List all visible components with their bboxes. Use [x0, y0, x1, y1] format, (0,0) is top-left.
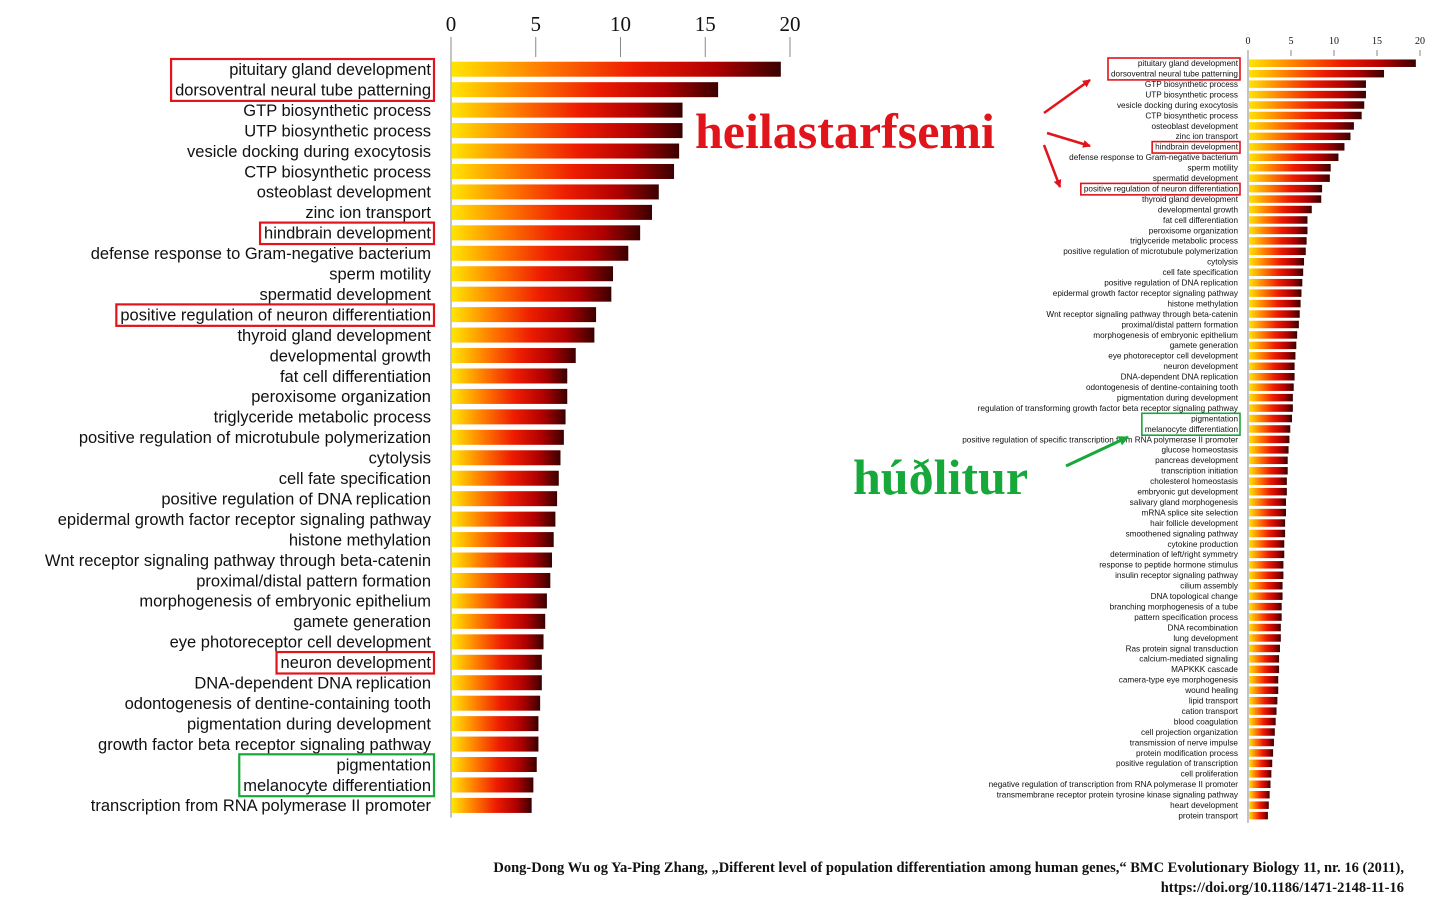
category-label: protein transport — [1178, 811, 1238, 821]
right-bar-chart — [962, 36, 1425, 823]
bar — [1249, 268, 1303, 276]
category-label: transcription from RNA polymerase II promoter — [90, 797, 431, 816]
bar — [452, 655, 542, 670]
bar — [1249, 791, 1270, 799]
category-label: mRNA splice site selection — [1141, 508, 1238, 518]
bar — [1249, 383, 1294, 391]
category-label: DNA-dependent DNA replication — [194, 674, 431, 693]
bar — [452, 368, 567, 383]
bar — [1249, 509, 1286, 517]
category-label: smoothened signaling pathway — [1125, 529, 1238, 539]
category-label: cytolysis — [1207, 257, 1238, 267]
bar — [452, 573, 550, 588]
bar — [1249, 363, 1295, 371]
bar — [452, 634, 544, 649]
bar — [1249, 404, 1293, 412]
bar — [1249, 122, 1354, 130]
bar — [452, 450, 560, 465]
bar — [1249, 572, 1283, 580]
category-label: transcription initiation — [1161, 466, 1238, 476]
category-label: thyroid gland development — [237, 326, 431, 345]
bar — [1249, 739, 1274, 747]
category-label: positive regulation of microtubule polymerization — [78, 429, 431, 448]
bar — [452, 246, 628, 261]
category-label: morphogenesis of embryonic epithelium — [1093, 330, 1238, 340]
category-label: proximal/distal pattern formation — [1121, 320, 1238, 330]
category-label: histone methylation — [1167, 299, 1238, 309]
category-label: zinc ion transport — [1175, 132, 1238, 142]
category-label: odontogenesis of dentine-containing tooth — [1085, 383, 1238, 393]
category-label: defense response to Gram-negative bacterium — [1069, 153, 1238, 163]
bar — [1249, 394, 1293, 402]
category-label: triglyceride metabolic process — [1130, 236, 1238, 246]
category-label: dorsoventral neural tube patterning — [1111, 69, 1238, 79]
category-label: GTP biosynthetic process — [243, 101, 431, 120]
category-label: blood coagulation — [1173, 717, 1238, 727]
category-label: cation transport — [1181, 706, 1238, 716]
bar — [1249, 561, 1283, 569]
bar — [452, 491, 557, 506]
category-label: wound healing — [1185, 686, 1238, 696]
category-label: pituitary gland development — [1137, 59, 1238, 69]
category-label: positive regulation of transcription — [1116, 759, 1238, 769]
bar — [1249, 477, 1287, 485]
category-label: positive regulation of DNA replication — [1104, 278, 1238, 288]
bar — [452, 553, 552, 568]
bar — [1249, 812, 1268, 820]
bar — [1249, 624, 1281, 632]
bar — [1249, 582, 1283, 590]
skin-callout-label: húðlitur — [853, 449, 1029, 505]
bar — [1249, 655, 1279, 663]
bar — [1249, 697, 1277, 705]
bar — [1249, 91, 1366, 99]
bar — [1249, 781, 1271, 789]
bar — [1249, 258, 1304, 266]
bar — [452, 471, 559, 486]
x-tick-label: 15 — [694, 12, 716, 36]
bar — [1249, 749, 1273, 757]
bar — [1249, 101, 1364, 109]
bar — [1249, 59, 1416, 67]
bar — [1249, 603, 1282, 611]
category-label: CTP biosynthetic process — [244, 163, 431, 182]
category-label: epidermal growth factor receptor signaling pathway — [57, 510, 431, 529]
bar — [1249, 801, 1269, 809]
x-tick-label: 5 — [530, 12, 541, 36]
category-label: cytokine production — [1167, 539, 1238, 549]
bar — [1249, 540, 1284, 548]
bar — [1249, 519, 1285, 527]
bar — [1249, 133, 1350, 141]
category-label: peroxisome organization — [1148, 226, 1238, 236]
category-label: determination of left/right symmetry — [1110, 550, 1238, 560]
category-label: positive regulation of DNA replication — [161, 490, 431, 509]
bar — [1249, 321, 1299, 329]
category-label: gamete generation — [1169, 341, 1238, 351]
bar — [452, 82, 718, 97]
brain-callout-label: heilastarfsemi — [695, 103, 995, 159]
bar — [452, 757, 537, 772]
category-label: lung development — [1173, 633, 1238, 643]
bar — [452, 696, 540, 711]
category-label: transmembrane receptor protein tyrosine kinase signaling pathway — [996, 790, 1238, 800]
category-label: glucose homeostasis — [1161, 445, 1238, 455]
bar — [452, 103, 683, 118]
bar — [452, 593, 547, 608]
bar — [452, 144, 679, 159]
category-label: GTP biosynthetic process — [1144, 79, 1238, 89]
bar — [452, 62, 781, 77]
category-label: CTP biosynthetic process — [1145, 111, 1238, 121]
x-tick-label: 10 — [1329, 36, 1339, 47]
bar — [452, 716, 538, 731]
category-label: positive regulation of microtubule polymerization — [1063, 247, 1238, 257]
bar — [1249, 718, 1276, 726]
category-label: positive regulation of neuron differentiation — [1083, 184, 1238, 194]
bar — [1249, 613, 1282, 621]
category-label: gamete generation — [293, 613, 431, 632]
category-label: response to peptide hormone stimulus — [1099, 560, 1238, 570]
bar — [1249, 216, 1307, 224]
category-label: growth factor beta receptor signaling pathway — [98, 735, 431, 754]
bar — [452, 675, 542, 690]
category-label: fat cell differentiation — [279, 367, 431, 386]
bar — [1249, 457, 1288, 465]
category-label: positive regulation of neuron differentiation — [120, 306, 431, 325]
bar — [1249, 352, 1295, 360]
bar — [1249, 227, 1307, 235]
bar — [452, 205, 652, 220]
category-label: peroxisome organization — [251, 388, 431, 407]
brain-arrow-1 — [1044, 80, 1090, 113]
citation-line-2: https://doi.org/10.1186/1471-2148-11-16 — [1160, 880, 1404, 896]
bar — [1249, 300, 1301, 308]
bar — [452, 409, 566, 424]
category-label: hindbrain development — [264, 224, 431, 243]
category-label: fat cell differentiation — [1163, 215, 1238, 225]
category-label: Wnt receptor signaling pathway through beta-catenin — [44, 551, 431, 570]
skin-callout — [853, 437, 1128, 505]
bar — [1249, 279, 1302, 287]
category-label: histone methylation — [288, 531, 431, 550]
bar — [1249, 425, 1290, 433]
category-label: positive regulation of specific transcription from RNA polymerase II promoter — [962, 435, 1238, 445]
bar — [1249, 760, 1272, 768]
bar — [452, 164, 674, 179]
category-label: pigmentation — [1191, 414, 1238, 424]
category-label: negative regulation of transcription from RNA polymerase II promoter — [988, 780, 1238, 790]
category-label: sperm motility — [1187, 163, 1238, 173]
category-label: pattern specification process — [1134, 612, 1238, 622]
category-label: eye photoreceptor cell development — [1108, 351, 1238, 361]
category-label: pancreas development — [1155, 456, 1238, 466]
category-label: spermatid development — [259, 285, 431, 304]
category-label: proximal/distal pattern formation — [196, 572, 431, 591]
bar — [452, 777, 533, 792]
category-label: triglyceride metabolic process — [213, 408, 431, 427]
category-label: osteoblast development — [1151, 121, 1238, 131]
bar — [1249, 446, 1289, 454]
category-label: eye photoreceptor cell development — [169, 633, 431, 652]
category-label: cell projection organization — [1141, 727, 1238, 737]
bar — [452, 532, 554, 547]
category-label: pigmentation during development — [1116, 393, 1238, 403]
bar — [1249, 70, 1384, 78]
bar — [452, 737, 538, 752]
bar — [1249, 289, 1301, 297]
x-tick-label: 20 — [779, 12, 801, 36]
bar — [1249, 310, 1300, 318]
category-label: osteoblast development — [256, 183, 431, 202]
category-label: zinc ion transport — [305, 204, 431, 223]
left-bar-chart — [45, 12, 801, 818]
bar — [452, 328, 594, 343]
category-label: melanocyte differentiation — [243, 776, 431, 795]
category-label: camera-type eye morphogenesis — [1118, 675, 1238, 685]
category-label: spermatid development — [1152, 174, 1238, 184]
category-label: UTP biosynthetic process — [1145, 90, 1238, 100]
category-label: branching morphogenesis of a tube — [1109, 602, 1238, 612]
citation-line-1: Dong-Dong Wu og Ya-Ping Zhang, „Different level of population differentiation among human genes,“ BMC Evolutionary Biology 11, nr. 16 (2011), — [493, 860, 1404, 876]
bar — [1249, 80, 1366, 88]
bar — [452, 266, 613, 281]
category-label: epidermal growth factor receptor signaling pathway — [1052, 288, 1238, 298]
category-label: transmission of nerve impulse — [1129, 738, 1238, 748]
category-label: hindbrain development — [1155, 142, 1238, 152]
category-label: protein modification process — [1136, 748, 1238, 758]
category-label: insulin receptor signaling pathway — [1115, 571, 1238, 581]
category-label: cholesterol homeostasis — [1150, 477, 1238, 487]
category-label: cell proliferation — [1180, 769, 1238, 779]
category-label: regulation of transforming growth factor beta receptor signaling pathway — [977, 403, 1238, 413]
category-label: neuron development — [1163, 362, 1238, 372]
category-label: DNA topological change — [1150, 592, 1238, 602]
category-label: UTP biosynthetic process — [244, 122, 431, 141]
bar — [452, 123, 683, 138]
x-tick-label: 15 — [1372, 36, 1382, 47]
x-tick-label: 20 — [1415, 36, 1425, 47]
category-label: calcium-mediated signaling — [1139, 654, 1238, 664]
bar — [1249, 206, 1312, 214]
bar — [1249, 112, 1362, 120]
category-label: melanocyte differentiation — [1144, 424, 1238, 434]
category-label: heart development — [1170, 801, 1238, 811]
bar — [1249, 143, 1344, 151]
bar — [1249, 676, 1278, 684]
bar — [452, 389, 567, 404]
category-label: DNA recombination — [1167, 623, 1238, 633]
bar — [1249, 707, 1277, 715]
category-label: DNA-dependent DNA replication — [1120, 372, 1238, 382]
category-label: cell fate specification — [278, 470, 431, 488]
bar — [1249, 373, 1295, 381]
brain-arrow-2 — [1047, 133, 1090, 146]
bar — [1249, 686, 1278, 694]
x-tick-label: 0 — [1245, 36, 1251, 47]
category-label: developmental growth — [1157, 205, 1238, 215]
bar — [1249, 592, 1283, 600]
bar — [1249, 174, 1330, 182]
bar — [1249, 331, 1297, 339]
bar — [1249, 154, 1338, 162]
category-label: morphogenesis of embryonic epithelium — [139, 592, 431, 611]
bar — [1249, 164, 1331, 172]
category-label: salivary gland morphogenesis — [1129, 497, 1238, 507]
category-label: developmental growth — [269, 347, 431, 366]
category-label: pigmentation during development — [187, 715, 431, 734]
category-label: neuron development — [280, 654, 431, 673]
category-label: pigmentation — [336, 756, 431, 775]
category-label: dorsoventral neural tube patterning — [175, 81, 431, 100]
category-label: vesicle docking during exocytosis — [187, 142, 431, 161]
bar — [452, 798, 532, 813]
category-label: pituitary gland development — [229, 61, 431, 79]
category-label: odontogenesis of dentine-containing tooth — [124, 694, 431, 713]
brain-arrow-3 — [1044, 145, 1060, 187]
bar — [452, 225, 640, 240]
category-label: thyroid gland development — [1141, 194, 1238, 204]
bar — [1249, 248, 1306, 256]
bar — [1249, 634, 1281, 642]
bar — [1249, 530, 1285, 538]
category-label: hair follicle development — [1150, 518, 1238, 528]
category-label: MAPKKK cascade — [1171, 665, 1238, 675]
bar — [1249, 415, 1292, 423]
bar — [452, 184, 659, 199]
bar — [452, 512, 555, 527]
bar — [1249, 185, 1322, 193]
bar — [1249, 436, 1289, 444]
category-label: vesicle docking during exocytosis — [1116, 100, 1238, 110]
bar — [452, 348, 576, 363]
bar — [1249, 467, 1288, 475]
x-tick-label: 5 — [1288, 36, 1294, 47]
bar — [1249, 237, 1307, 245]
brain-callout — [695, 80, 1090, 187]
bar — [1249, 728, 1275, 736]
bar — [1249, 342, 1296, 350]
bar — [1249, 551, 1284, 559]
category-label: cell fate specification — [1162, 268, 1238, 278]
bar — [1249, 195, 1321, 203]
category-label: cytolysis — [368, 449, 431, 468]
category-label: Ras protein signal transduction — [1125, 644, 1238, 654]
bar — [1249, 770, 1271, 778]
bar — [1249, 645, 1280, 653]
bar — [452, 614, 545, 629]
bar — [452, 287, 611, 302]
category-label: defense response to Gram-negative bacterium — [90, 245, 431, 264]
category-label: cilium assembly — [1180, 581, 1238, 591]
category-label: Wnt receptor signaling pathway through beta-catenin — [1046, 309, 1238, 319]
bar — [1249, 666, 1279, 674]
bar — [1249, 488, 1287, 496]
x-tick-label: 0 — [445, 12, 457, 36]
category-label: sperm motility — [329, 265, 431, 284]
x-tick-label: 10 — [610, 12, 631, 36]
citation — [493, 858, 1404, 898]
bar — [452, 430, 564, 445]
bar — [452, 307, 596, 322]
category-label: lipid transport — [1188, 696, 1238, 706]
bar — [1249, 498, 1286, 506]
category-label: embryonic gut development — [1137, 487, 1238, 497]
